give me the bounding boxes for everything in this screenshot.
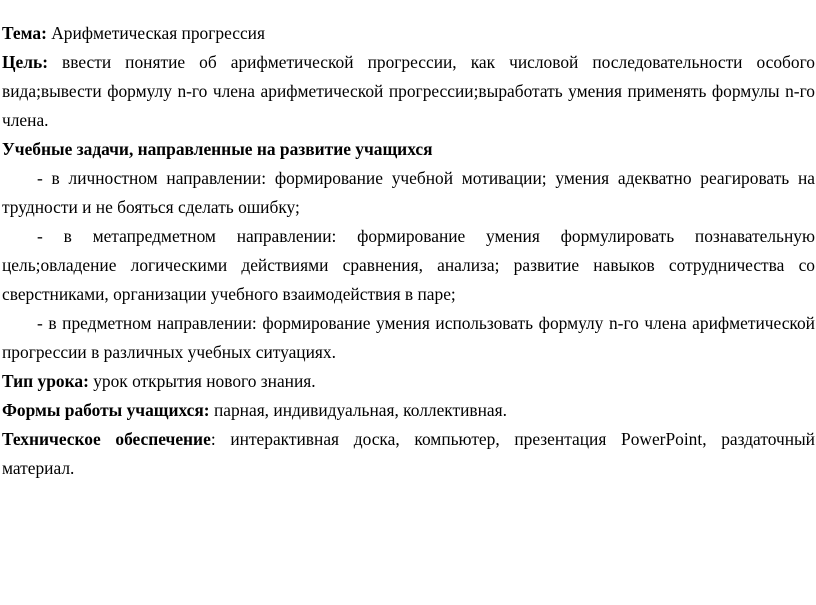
goal-text: ввести понятие об арифметической прогрессии, как числовой последовательности особого вида;вывести формулу n-го члена арифметической прогрессии;выработать умения применять формулы n-го члена. (2, 52, 815, 130)
topic-label: Тема: (2, 23, 47, 43)
work-forms-label: Формы работы учащихся: (2, 400, 210, 420)
lesson-type-text: урок открытия нового знания. (88, 371, 316, 391)
paragraph-metasubject-direction (2, 222, 815, 309)
paragraph-personal-direction (2, 164, 815, 222)
paragraph-technical-equipment (2, 425, 815, 483)
paragraph-goal (2, 48, 815, 135)
goal-label: Цель: (2, 52, 48, 72)
personal-direction-text: - в личностном направлении: формирование учебной мотивации; умения адекватно реагировать на трудности и не бояться сделать ошибку; (2, 168, 815, 217)
topic-text: Арифметическая прогрессия (46, 23, 265, 43)
technical-equipment-text: : интерактивная доска, компьютер, презентация PowerPoint, раздаточный материал. (2, 429, 815, 478)
lesson-type-label: Тип урока: (2, 371, 89, 391)
paragraph-subject-direction (2, 309, 815, 367)
work-forms-text: парная, индивидуальная, коллективная. (209, 400, 507, 420)
paragraph-topic (2, 19, 815, 48)
technical-equipment-label: Техническое обеспечение (2, 429, 211, 449)
paragraph-tasks-heading (2, 135, 815, 164)
metasubject-direction-text: - в метапредметном направлении: формирование умения формулировать познавательную цель;овладение логическими действиями сравнения, анализа; развитие навыков сотрудничества со сверстниками, организации учебного взаимодействия в паре; (2, 226, 815, 304)
paragraph-work-forms (2, 396, 815, 425)
tasks-heading-label: Учебные задачи, направленные на развитие учащихся (2, 139, 433, 159)
subject-direction-text: - в предметном направлении: формирование умения использовать формулу n-го члена арифметической прогрессии в различных учебных ситуациях. (2, 313, 815, 362)
paragraph-lesson-type (2, 367, 815, 396)
